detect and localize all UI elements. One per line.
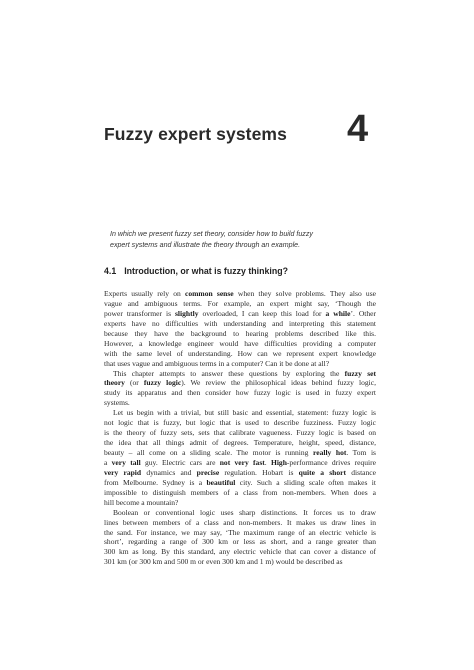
text-line: [104, 418, 376, 428]
text-run: 300 km as long. By this standard, any electric vehicle that can cover a distance of: [104, 547, 376, 557]
bold-term: theory: [104, 378, 125, 388]
text-run: experts have no difficulties with understanding and interpreting this statement: [104, 318, 376, 328]
text-line: [104, 537, 376, 547]
bold-term: quite a short: [298, 467, 347, 477]
text-line: [104, 557, 376, 567]
text-line: [104, 528, 376, 538]
text-run: beauty – all come on a sliding scale. The motor is running: [104, 448, 314, 457]
bold-term: beautiful: [206, 477, 236, 487]
text-run: ’. Other: [350, 308, 376, 318]
text-run: -performance drives require: [286, 457, 376, 467]
text-run: . Tom is: [346, 448, 376, 457]
text-run: not logic that is fuzzy, but logic that is used to describe fuzziness. Fuzzy logic: [104, 418, 376, 428]
text-line: [104, 299, 376, 309]
body-text: [104, 289, 376, 567]
text-line: [104, 388, 376, 398]
text-run: distance: [346, 467, 376, 477]
text-run: regulation. Hobart is: [219, 467, 299, 477]
text-run: city. Such a sliding scale often makes it: [235, 477, 376, 487]
bold-term: very rapid: [104, 467, 142, 477]
bold-term: fuzzy logic: [143, 378, 182, 388]
bold-term: really hot: [313, 448, 347, 457]
text-run: .: [264, 457, 271, 467]
section-number: 4.1: [104, 266, 117, 276]
text-run: lines between members of a class and non-members. It makes us draw lines in: [104, 517, 376, 527]
text-line: [104, 438, 376, 448]
text-line: [104, 329, 376, 339]
text-line: [104, 448, 376, 458]
text-run: study its apparatus and then consider how fuzzy logic is used in fuzzy expert: [104, 388, 376, 398]
chapter-title: Fuzzy expert systems: [104, 124, 287, 144]
text-run: power transformer is: [104, 308, 175, 318]
text-line: [104, 319, 376, 329]
text-run: impossible to distinguish members of a class from non-members. When does a: [104, 487, 376, 497]
text-run: 301 km (or 300 km and 500 m or even 300 km and 1 m) would be described as: [104, 557, 343, 567]
text-line: [104, 309, 376, 319]
chapter-number: 4: [347, 108, 369, 150]
text-run: that uses vague and ambiguous terms in a computer? Can it be done at all?: [104, 358, 330, 368]
text-run: Boolean or conventional logic uses sharp distinctions. It forces us to draw: [113, 507, 376, 517]
text-line: [104, 378, 376, 388]
text-run: ). We review the philosophical ideas behind fuzzy logic,: [181, 378, 376, 388]
text-run: from Melbourne. Sydney is a: [104, 477, 207, 487]
text-line: [104, 468, 376, 478]
text-line: [104, 518, 376, 528]
text-line: [104, 508, 376, 518]
text-run: short’, regarding a range of 300 km or less as short, and a range greater than: [104, 537, 376, 547]
chapter-epigraph: [110, 229, 372, 250]
epigraph-line: expert systems and illustrate the theory through an example.: [110, 240, 301, 249]
epigraph-line: In which we present fuzzy set theory, consider how to build fuzzy: [110, 230, 313, 238]
text-run: the idea that all things admit of degrees. Temperature, height, speed, distance,: [104, 438, 376, 448]
section-title: Introduction, or what is fuzzy thinking?: [124, 266, 288, 276]
text-line: [104, 547, 376, 557]
section-heading: [104, 266, 288, 276]
text-line: [104, 398, 376, 408]
bold-term: common sense: [185, 289, 234, 298]
bold-term: very tall: [111, 457, 141, 467]
text-run: guy. Electric cars are: [140, 457, 220, 467]
text-run: is the theory of fuzzy sets, sets that calibrate vagueness. Fuzzy logic is based on: [104, 428, 376, 438]
bold-term: not very fast: [219, 457, 265, 467]
bold-term: a while: [325, 308, 351, 318]
text-run: overloaded, I can keep this load for: [198, 308, 326, 318]
text-run: a: [104, 457, 112, 467]
text-run: vague and ambiguous terms. For example, an expert might say, ‘Though the: [104, 298, 376, 308]
text-run: hill become a mountain?: [104, 497, 179, 507]
text-run: Experts usually rely on: [104, 289, 185, 298]
text-run: dynamics and: [141, 467, 197, 477]
text-line: [104, 488, 376, 498]
text-line: [104, 359, 376, 369]
text-line: [104, 289, 376, 299]
text-line: [104, 349, 376, 359]
text-line: [104, 458, 376, 468]
text-line: [104, 339, 376, 349]
text-run: because they have the background to hearing problems described like this.: [104, 328, 376, 338]
text-line: [104, 369, 376, 379]
bold-term: High: [270, 457, 287, 467]
text-run: (or: [124, 378, 144, 388]
text-run: However, a knowledge engineer would have difficulties providing a computer: [104, 338, 376, 348]
text-line: [104, 428, 376, 438]
text-run: with the same level of understanding. How can we represent expert knowledge: [104, 348, 376, 358]
text-line: [104, 408, 376, 418]
text-line: [104, 478, 376, 488]
bold-term: precise: [196, 467, 220, 477]
text-run: Let us begin with a trivial, but still basic and essential, statement: fuzzy logic is: [113, 408, 376, 418]
text-run: the sand. For instance, we may say, ‘The maximum range of an electric vehicle is: [104, 527, 376, 537]
bold-term: fuzzy set: [344, 368, 376, 378]
text-line: [104, 498, 376, 508]
text-run: This chapter attempts to answer these questions by exploring the: [113, 368, 345, 378]
text-run: when they solve problems. They also use: [233, 289, 376, 298]
bold-term: slightly: [174, 308, 199, 318]
text-run: systems.: [104, 398, 130, 408]
